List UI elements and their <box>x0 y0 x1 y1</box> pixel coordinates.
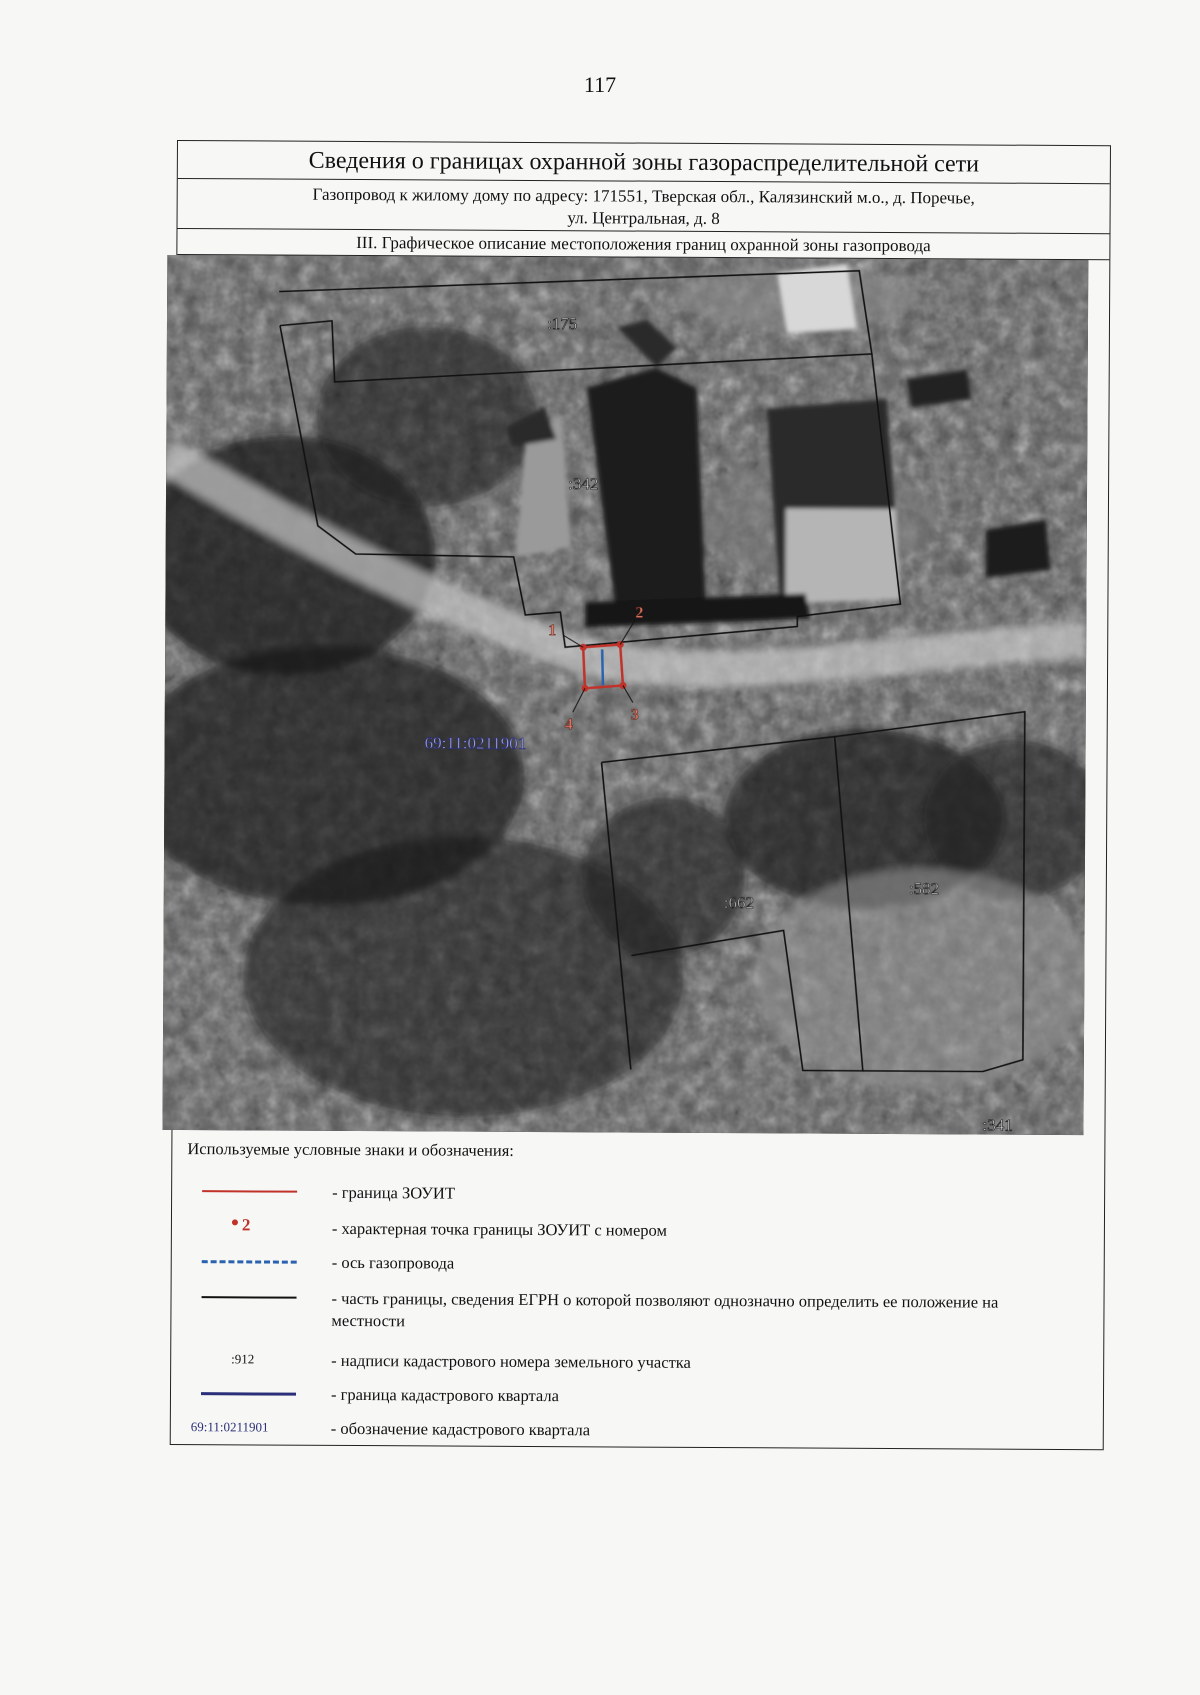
parcel-label-582: :582 <box>908 879 940 899</box>
parcel-label-662: :662 <box>723 893 755 913</box>
legend-item-parcel-boundary <box>181 1283 1081 1338</box>
legend-text: - часть границы, сведения ЕГРН о которой позволяют однозначно определить ее положение на местности <box>331 1288 999 1331</box>
quarter-label: 69:11:0211901 <box>424 733 527 753</box>
legend-text: - обозначение кадастрового квартала <box>330 1418 591 1440</box>
object-address-line-2: ул. Центральная, д. 8 <box>567 208 720 229</box>
section-title: III. Графическое описание местоположения границ охранной зоны газопровода <box>177 229 1109 260</box>
object-description <box>178 179 1110 234</box>
legend-item-zone-point <box>182 1213 1082 1248</box>
red-point-symbol: 2 <box>182 1213 302 1244</box>
document-title: Сведения о границах охранной зоны газораспределительной сети <box>178 141 1110 184</box>
legend-text: - характерная точка границы ЗОУИТ с номером <box>331 1218 668 1240</box>
legend-item-zone-boundary <box>182 1177 1082 1212</box>
legend-item-quarter-boundary <box>181 1379 1081 1414</box>
legend-text: - надписи кадастрового номера земельного участка <box>331 1350 691 1372</box>
navy-line-symbol <box>181 1379 301 1410</box>
parcel-label-342: :342 <box>568 474 599 494</box>
aerial-photo <box>162 255 1088 1135</box>
legend-item-pipeline-axis <box>182 1247 1082 1282</box>
zone-point-label-1: 1 <box>548 622 557 640</box>
pipeline-axis <box>602 649 603 685</box>
zone-point-label-3: 3 <box>630 706 639 724</box>
red-line-symbol <box>182 1177 302 1208</box>
document-sheet <box>170 140 1111 1450</box>
map-frame <box>162 255 1088 1135</box>
zone-point-1 <box>580 644 587 651</box>
zone-point-label-4: 4 <box>564 716 573 734</box>
object-address-line-1: Газопровод к жилому дому по адресу: 171551, Тверская обл., Калязинский м.о., д. Поречье, <box>312 184 975 208</box>
black-line-symbol <box>181 1283 301 1314</box>
page-number: 117 <box>583 72 617 97</box>
parcel-label-341: :341 <box>982 1115 1013 1135</box>
legend-item-parcel-label <box>181 1345 1081 1380</box>
parcel-number-symbol: :912 <box>231 1351 255 1367</box>
zone-point-label-2: 2 <box>635 604 644 622</box>
zone-point-4 <box>581 685 588 692</box>
blue-dashed-line-symbol <box>182 1247 302 1278</box>
legend-text: - граница кадастрового квартала <box>330 1384 560 1406</box>
parcel-label-175: :175 <box>546 314 578 334</box>
map-legend <box>182 1139 1082 1440</box>
cadastral-map <box>162 255 1088 1135</box>
legend-title: Используемые условные знаки и обозначения: <box>187 1139 514 1160</box>
zone-point-2 <box>617 641 624 648</box>
legend-text: - ось газопровода <box>331 1252 455 1273</box>
legend-text: - граница ЗОУИТ <box>332 1182 456 1203</box>
legend-item-quarter-label <box>181 1413 1081 1448</box>
quarter-number-symbol: 69:11:0211901 <box>190 1419 269 1435</box>
